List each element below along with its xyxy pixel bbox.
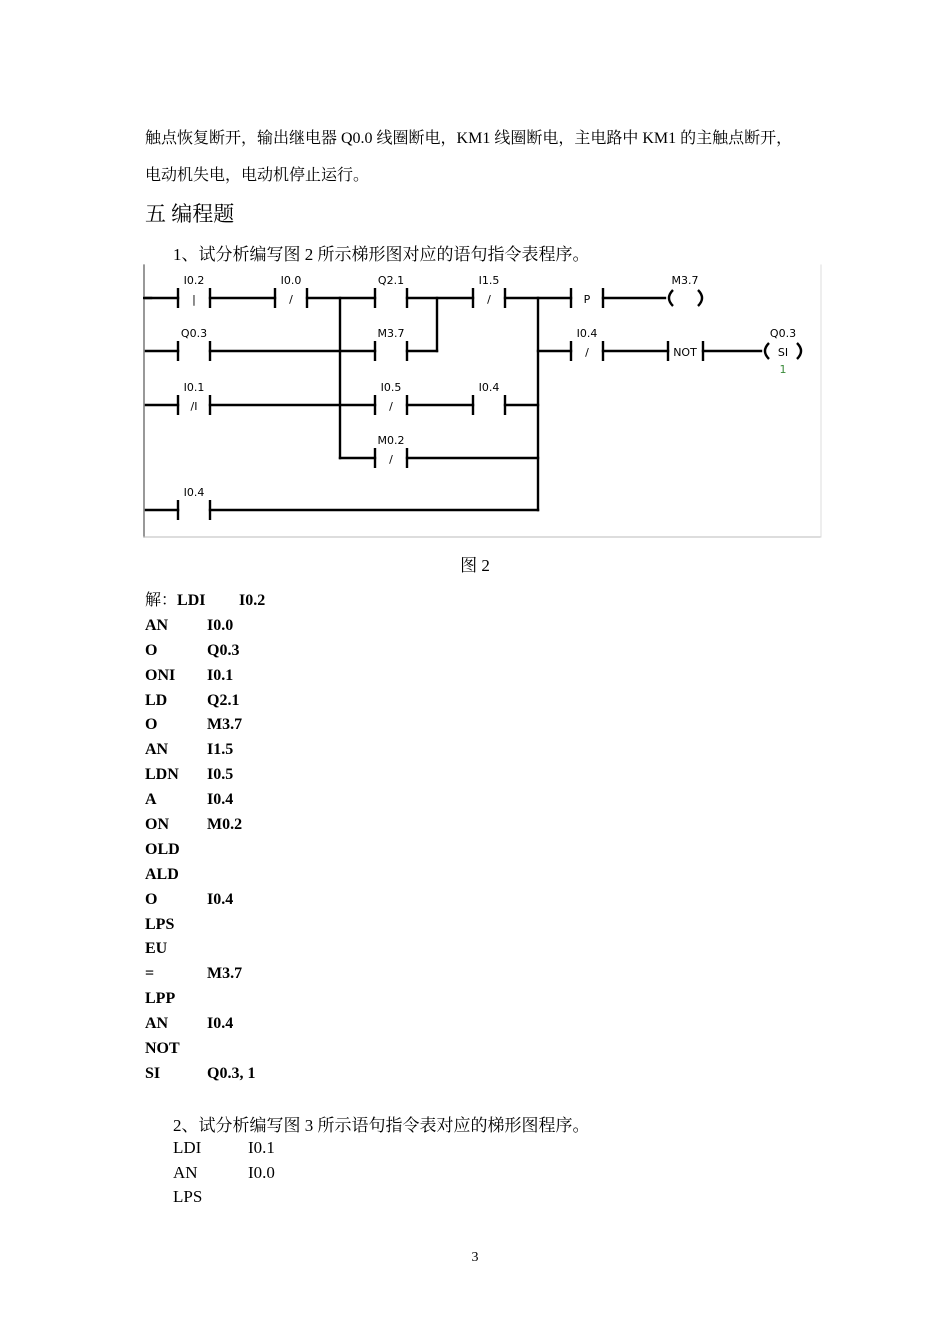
instruction-arg: I0.4 — [207, 1015, 234, 1033]
instruction-op: LD — [145, 691, 168, 709]
answer-line — [145, 841, 265, 866]
instruction-op: LDI — [173, 1138, 202, 1157]
instruction-op: OLD — [145, 840, 180, 858]
si-param: 1 — [779, 363, 787, 376]
contact-label: I0.1 — [183, 381, 205, 394]
contact-label: M3.7 — [377, 327, 405, 340]
answer-line — [145, 916, 265, 941]
contact-i0-4-top — [571, 327, 603, 361]
instruction-op: EU — [145, 940, 168, 958]
instruction-op: AN — [145, 1015, 169, 1033]
contact-label: I0.5 — [380, 381, 402, 394]
contact-label: I0.2 — [183, 274, 205, 287]
contact-symbol: / — [389, 453, 393, 466]
answer-line — [145, 617, 265, 642]
instruction-op: AN — [145, 741, 169, 759]
question-1: 1、试分析编写图 2 所示梯形图对应的语句指令表程序。 — [173, 245, 590, 264]
coil-label: Q0.3 — [769, 327, 797, 340]
not-box-label: NOT — [673, 346, 697, 359]
instruction-op: SI — [145, 1064, 161, 1082]
instruction-op: O — [145, 890, 158, 908]
contact-i0-4-mid — [473, 381, 505, 415]
instruction-arg: I0.1 — [207, 666, 234, 684]
contact-m3-7 — [375, 327, 407, 361]
contact-symbol: / — [289, 293, 293, 306]
contact-i0-1 — [178, 381, 210, 415]
contact-symbol: / — [487, 293, 491, 306]
instruction-op: ONI — [145, 666, 176, 684]
instruction-op: AN — [145, 616, 169, 634]
instruction-arg: M3.7 — [207, 965, 243, 983]
answer-line — [145, 667, 265, 692]
instruction-op: A — [145, 791, 157, 809]
contact-label: I0.0 — [280, 274, 302, 287]
instruction-op: O — [145, 641, 158, 659]
instruction-op: LPP — [145, 990, 176, 1008]
instruction-arg: M0.2 — [207, 816, 243, 834]
p-box-label: P — [583, 293, 591, 306]
contact-m0-2 — [375, 434, 407, 468]
contact-symbol: /I — [190, 400, 198, 413]
instruction-op: ALD — [145, 865, 179, 883]
instruction-op: LPS — [145, 915, 175, 933]
contact-label: M0.2 — [377, 434, 405, 447]
figure-caption: 图 2 — [460, 556, 490, 575]
coil-q0-3-si — [765, 327, 801, 376]
answer-line — [145, 891, 265, 916]
q2-code-line — [173, 1163, 275, 1188]
instruction-op: LPS — [173, 1187, 203, 1207]
instruction-arg: I0.0 — [207, 616, 234, 634]
contact-q2-1 — [375, 274, 407, 308]
instruction-arg: I0.1 — [248, 1138, 275, 1157]
contact-i0-0 — [275, 274, 307, 308]
contact-symbol: / — [585, 346, 589, 359]
contact-label: I1.5 — [478, 274, 500, 287]
answer-line — [145, 692, 265, 717]
answer-prefix: 解： — [145, 592, 178, 609]
ladder-diagram-figure — [143, 264, 823, 540]
answer-line — [145, 1015, 265, 1040]
answer-line — [145, 592, 265, 617]
contact-i0-5 — [375, 381, 407, 415]
instruction-arg: Q0.3 — [207, 641, 240, 659]
coil-m3-7 — [669, 274, 702, 306]
section-heading: 五 编程题 — [145, 202, 235, 226]
ladder-wires — [144, 265, 821, 537]
contact-label: Q2.1 — [377, 274, 405, 287]
q2-code-line — [173, 1187, 275, 1212]
contact-q0-3 — [178, 327, 210, 361]
instruction-op: AN — [173, 1162, 198, 1182]
instruction-op: LDN — [145, 766, 179, 784]
answer-line — [145, 816, 265, 841]
instruction-arg: I0.4 — [207, 890, 234, 908]
answer-line — [145, 866, 265, 891]
contact-symbol: / — [389, 400, 393, 413]
answer-line — [145, 766, 265, 791]
contact-i0-2 — [178, 274, 210, 308]
question-2: 2、试分析编写图 3 所示语句指令表对应的梯形图程序。 — [173, 1116, 590, 1135]
answer-line — [145, 1065, 265, 1090]
instruction-op: = — [145, 965, 155, 983]
answer-line — [145, 940, 265, 965]
contact-label: I0.4 — [576, 327, 598, 340]
answer-line — [145, 741, 265, 766]
answer-line — [145, 716, 265, 741]
page-number: 3 — [471, 1250, 479, 1265]
si-text: SI — [777, 346, 789, 359]
instruction-arg: Q2.1 — [207, 691, 240, 709]
not-box — [668, 341, 703, 361]
contact-label: Q0.3 — [180, 327, 208, 340]
instruction-arg: I0.4 — [207, 791, 234, 809]
answer-line — [145, 1040, 265, 1065]
instruction-op: O — [145, 716, 158, 734]
contact-i1-5 — [473, 274, 505, 308]
answer-block — [145, 592, 265, 1090]
instruction-arg: I0.2 — [239, 592, 266, 609]
contact-symbol: | — [192, 293, 196, 306]
contact-label: I0.4 — [478, 381, 500, 394]
instruction-arg: Q0.3, 1 — [207, 1064, 256, 1082]
coil-label: M3.7 — [671, 274, 699, 287]
intro-line-2: 电动机失电，电动机停止运行。 — [145, 167, 370, 184]
answer-line — [145, 965, 265, 990]
contact-label: I0.4 — [183, 486, 205, 499]
instruction-arg: I1.5 — [207, 741, 234, 759]
instruction-arg: I0.0 — [248, 1162, 275, 1182]
contact-i0-4-bottom — [178, 486, 210, 520]
instruction-arg: M3.7 — [207, 716, 243, 734]
answer-line — [145, 642, 265, 667]
instruction-arg: I0.5 — [207, 766, 234, 784]
instruction-op: NOT — [145, 1040, 180, 1058]
instruction-op: ON — [145, 816, 169, 834]
p-edge-box — [571, 288, 603, 308]
intro-line-1: 触点恢复断开，输出继电器 Q0.0 线圈断电，KM1 线圈断电，主电路中 KM1 的主触点断开， — [145, 130, 793, 147]
question-2-code — [173, 1138, 275, 1212]
answer-line — [145, 990, 265, 1015]
answer-line — [145, 791, 265, 816]
q2-code-line — [173, 1138, 275, 1163]
instruction-op: LDI — [177, 592, 206, 609]
